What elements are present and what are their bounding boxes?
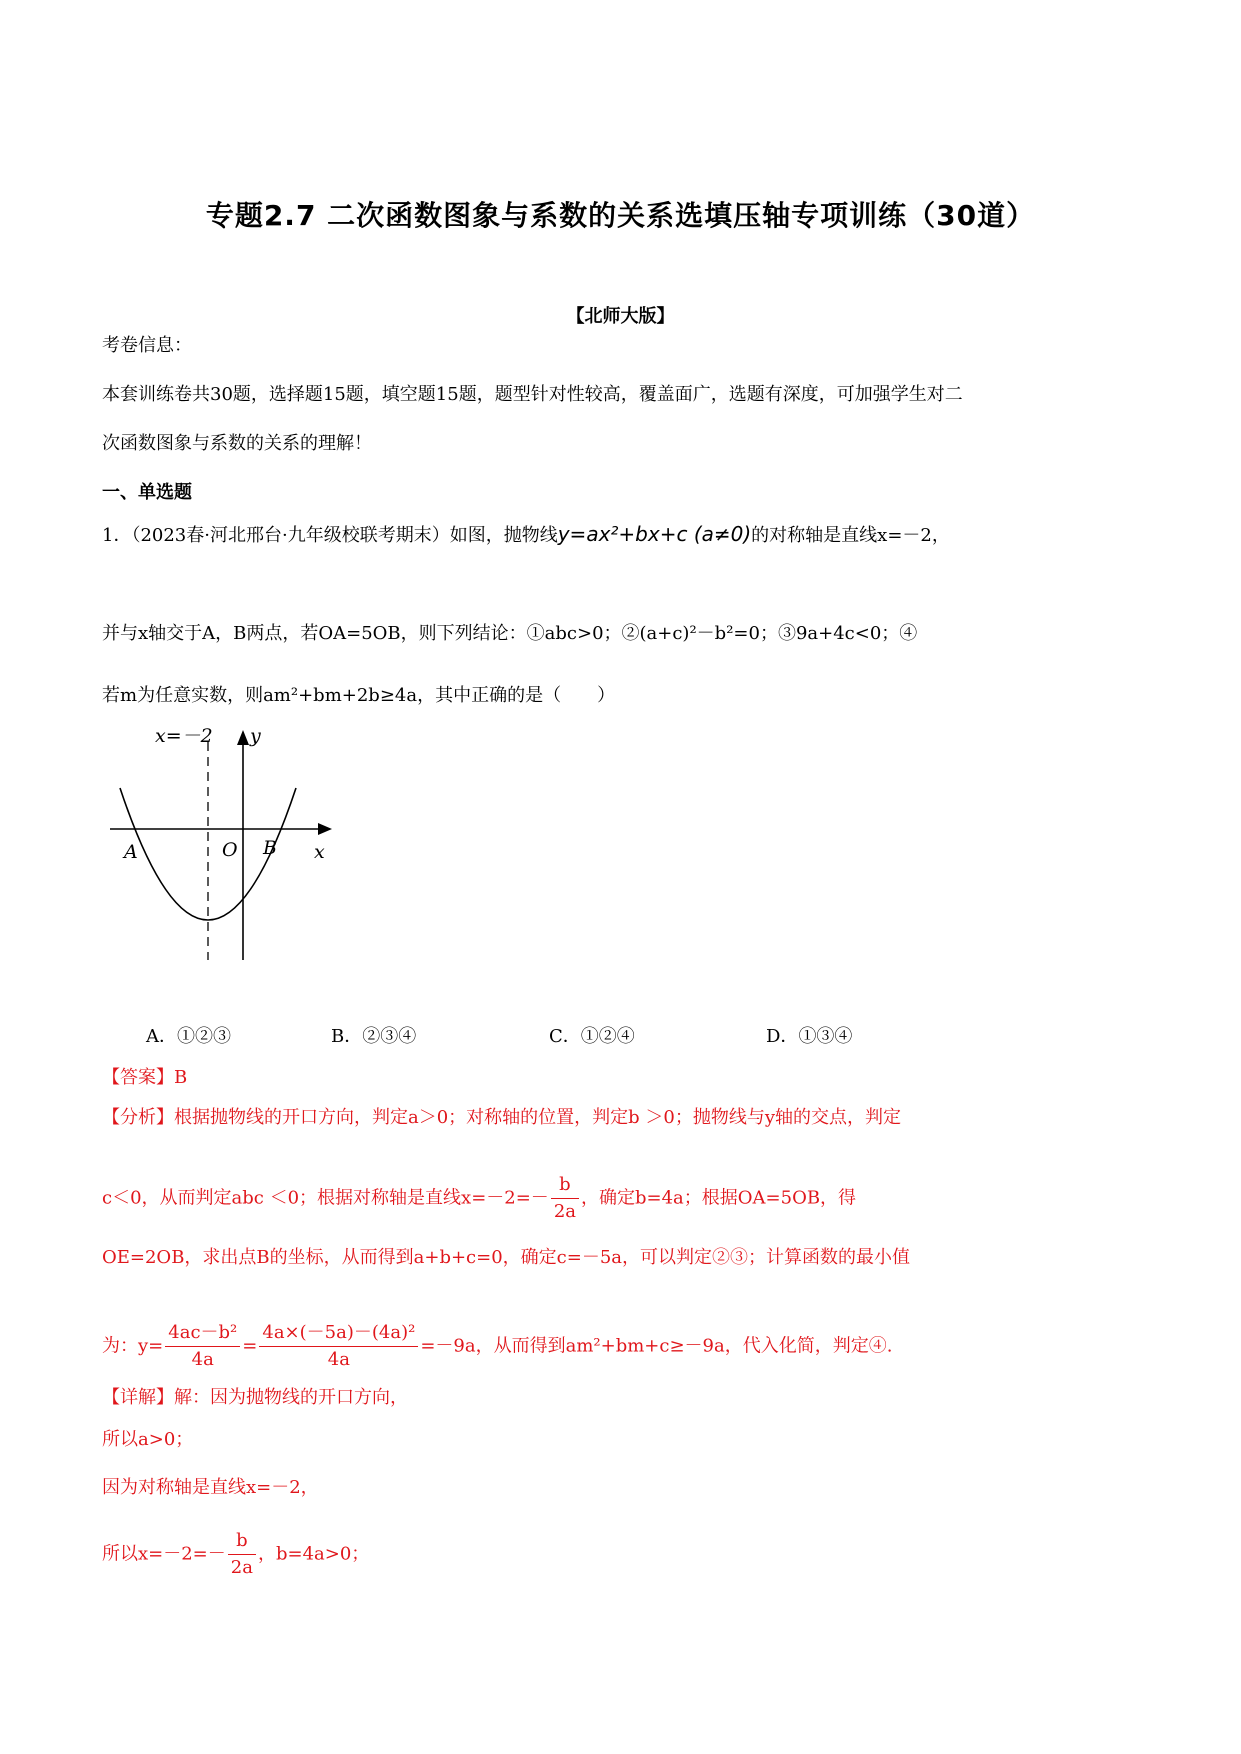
- page-title: 专题2.7 二次函数图象与系数的关系选填压轴专项训练（30道）: [205, 199, 1036, 232]
- analysis-line-4: [102, 1320, 892, 1373]
- option-b[interactable]: [331, 1022, 416, 1048]
- q1-source: （2023春·河北邢台·九年级校联考期末）: [131, 525, 450, 546]
- option-c[interactable]: [549, 1022, 635, 1048]
- info-label: 考卷信息：: [102, 335, 192, 356]
- parabola-figure: [100, 720, 340, 970]
- y-axis-arrow: [237, 730, 249, 745]
- detail-line-3: 因为对称轴是直线x=－2，: [102, 1477, 319, 1498]
- info-line-1: 本套训练卷共30题，选择题15题，填空题15题，题型针对性较高，覆盖面广，选题有深度，可加强学生对二: [102, 384, 963, 405]
- analysis-equals: =: [242, 1335, 258, 1357]
- analysis-text-4b: =－9a，从而得到am²+bm+c≥－9a，代入化简，判定④.: [420, 1335, 893, 1357]
- detail-text-1: 解：因为抛物线的开口方向，: [174, 1387, 408, 1408]
- q1-stem-end: 的对称轴是直线x=－2，: [751, 525, 950, 546]
- info-line-2: 次函数图象与系数的关系的理解！: [102, 433, 372, 454]
- option-c-letter: C．: [549, 1026, 581, 1047]
- detail-line-4: [102, 1528, 369, 1581]
- q1-line-3: 若m为任意实数，则am²+bm+2b≥4a，其中正确的是（ ）: [102, 685, 616, 706]
- option-a[interactable]: [146, 1022, 231, 1048]
- x-axis-label: x: [314, 841, 325, 863]
- option-a-letter: A．: [146, 1026, 177, 1047]
- option-d-letter: D．: [766, 1026, 799, 1047]
- section-single-choice: 一、单选题: [102, 482, 192, 503]
- fraction-b-over-2a-detail: [228, 1528, 256, 1581]
- fraction-b-over-2a: [551, 1172, 579, 1225]
- analysis-text-2a: c＜0，从而判定abc ＜0；根据对称轴是直线x=－2=－: [102, 1187, 549, 1209]
- detail-line-2: 所以a>0；: [102, 1429, 194, 1450]
- q1-line-2: 并与x轴交于A，B两点，若OA=5OB，则下列结论：①abc>0；②(a+c)²－b²=0；③9a+4c<0；④: [102, 623, 918, 644]
- point-o-label: O: [222, 839, 238, 861]
- q1-line-1: [102, 522, 950, 548]
- analysis-line-2: [102, 1172, 856, 1225]
- fraction-numerator: b: [228, 1528, 256, 1555]
- option-b-text: ②③④: [362, 1026, 417, 1047]
- fraction-numerator: 4a×(－5a)－(4a)²: [259, 1320, 418, 1347]
- symmetry-axis-label: x=－2: [155, 725, 213, 747]
- option-d[interactable]: [766, 1022, 852, 1048]
- fraction-denominator: 4a: [327, 1349, 350, 1370]
- fraction-vertex-substituted: [259, 1320, 418, 1373]
- analysis-label: 【分析】: [102, 1107, 174, 1128]
- answer-value: B: [174, 1067, 188, 1088]
- option-a-text: ①②③: [177, 1026, 231, 1047]
- analysis-line-1: [102, 1106, 901, 1130]
- answer-line: [102, 1066, 187, 1090]
- fraction-denominator: 2a: [553, 1201, 576, 1222]
- analysis-line-3: OE=2OB，求出点B的坐标，从而得到a+b+c=0，确定c=－5a，可以判定②③；计算函数的最小值: [102, 1247, 911, 1268]
- option-d-text: ①③④: [798, 1026, 853, 1047]
- analysis-text-4a: 为：y=: [102, 1335, 164, 1357]
- option-b-letter: B．: [331, 1026, 363, 1047]
- fraction-denominator: 2a: [230, 1557, 253, 1578]
- fraction-vertex-formula: [165, 1320, 240, 1373]
- q1-number: 1．: [102, 525, 132, 546]
- x-axis-arrow: [318, 823, 332, 835]
- detail-label: 【详解】: [102, 1387, 174, 1408]
- point-b-label: B: [263, 837, 277, 859]
- detail-text-4a: 所以x=－2=－: [102, 1543, 226, 1565]
- option-c-text: ①②④: [580, 1026, 635, 1047]
- point-a-label: A: [124, 841, 138, 863]
- answer-label: 【答案】: [102, 1067, 174, 1088]
- analysis-text-1: 根据抛物线的开口方向，判定a＞0；对称轴的位置，判定b ＞0；抛物线与y轴的交点，判定: [174, 1107, 902, 1128]
- edition-label: 【北师大版】: [566, 306, 675, 327]
- detail-text-4b: ，b=4a>0；: [257, 1543, 370, 1565]
- analysis-text-2b: ，确定b=4a；根据OA=5OB，得: [581, 1187, 857, 1209]
- detail-line-1: [102, 1386, 408, 1410]
- fraction-numerator: 4ac－b²: [165, 1320, 240, 1347]
- fraction-numerator: b: [551, 1172, 579, 1199]
- q1-stem-intro: 如图，抛物线: [449, 525, 558, 546]
- fraction-denominator: 4a: [191, 1349, 214, 1370]
- y-axis-label: y: [250, 725, 261, 747]
- q1-formula: y=ax²+bx+c (a≠0): [557, 522, 752, 546]
